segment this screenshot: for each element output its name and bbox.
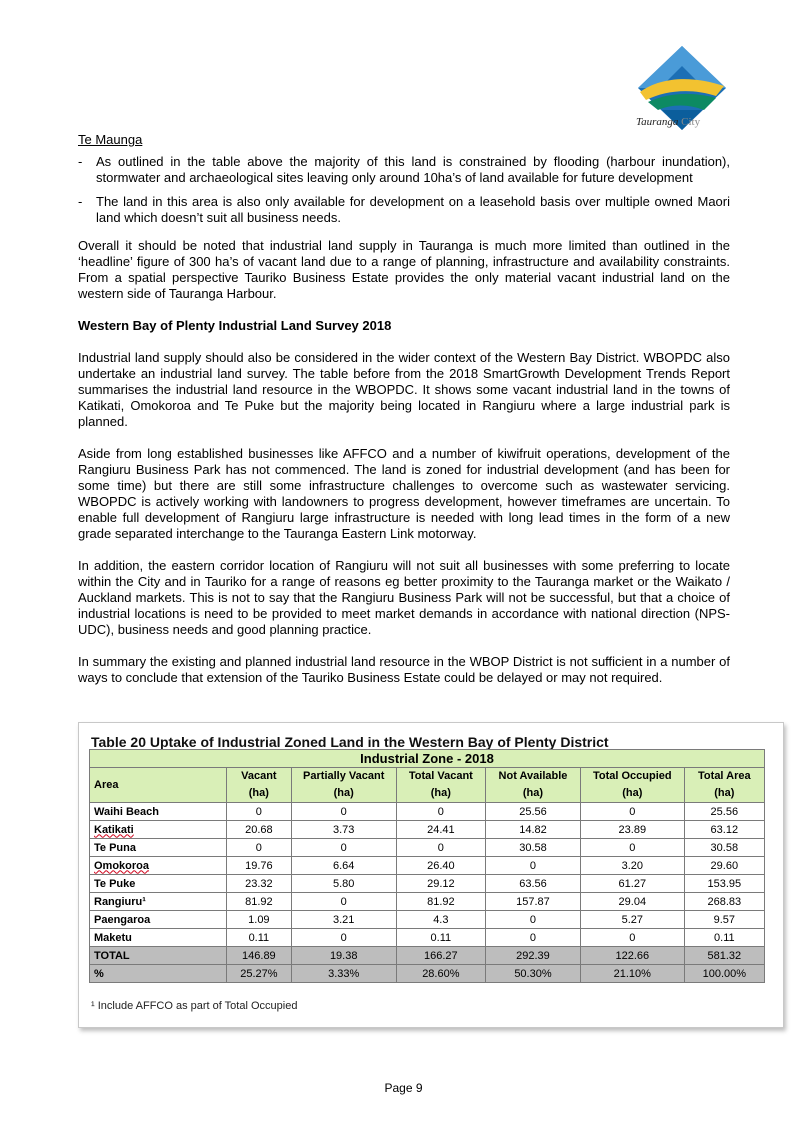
zone-header: Industrial Zone - 2018 <box>90 750 765 768</box>
value-cell: 29.60 <box>684 857 764 875</box>
area-cell: Katikati <box>90 821 227 839</box>
value-cell: 0 <box>227 803 292 821</box>
value-cell: 146.89 <box>227 947 292 965</box>
value-cell: 0 <box>396 803 485 821</box>
table-row <box>90 803 765 821</box>
table-row <box>90 929 765 947</box>
value-cell: 0.11 <box>396 929 485 947</box>
value-cell: 63.12 <box>684 821 764 839</box>
value-cell: 0 <box>396 839 485 857</box>
value-cell: 0 <box>227 839 292 857</box>
value-cell: 14.82 <box>485 821 580 839</box>
value-cell: 23.32 <box>227 875 292 893</box>
col-header: Partially Vacant (ha) <box>291 768 396 803</box>
value-cell: 63.56 <box>485 875 580 893</box>
value-cell: 9.57 <box>684 911 764 929</box>
page-content <box>78 132 730 702</box>
table-row <box>90 911 765 929</box>
industrial-land-table-figure <box>78 722 784 1028</box>
area-cell: Rangiuru¹ <box>90 893 227 911</box>
value-cell: 581.32 <box>684 947 764 965</box>
value-cell: 81.92 <box>227 893 292 911</box>
te-maunga-heading: Te Maunga <box>78 132 143 147</box>
value-cell: 0 <box>291 803 396 821</box>
area-cell: Paengaroa <box>90 911 227 929</box>
value-cell: 122.66 <box>580 947 684 965</box>
area-cell: Waihi Beach <box>90 803 227 821</box>
value-cell: 0.11 <box>227 929 292 947</box>
value-cell: 3.73 <box>291 821 396 839</box>
table-row <box>90 893 765 911</box>
value-cell: 153.95 <box>684 875 764 893</box>
area-cell: Te Puke <box>90 875 227 893</box>
col-header: Area <box>90 768 227 803</box>
value-cell: 4.3 <box>396 911 485 929</box>
industrial-land-table <box>89 749 765 983</box>
col-header: Vacant (ha) <box>227 768 292 803</box>
overall-paragraph: Overall it should be noted that industrial land supply in Tauranga is much more limited than outlined in the ‘headline’ figure of 300 ha’s of vacant land due to a range of planning, infrastructure and availability constraints. From a spatial perspective Tauriko Business Estate provides the only material vacant industrial land on the western side of Tauranga Harbour. <box>78 238 730 301</box>
value-cell: 26.40 <box>396 857 485 875</box>
value-cell: 1.09 <box>227 911 292 929</box>
value-cell: 0 <box>580 839 684 857</box>
value-cell: 29.04 <box>580 893 684 911</box>
table-row <box>90 965 765 983</box>
value-cell: 0 <box>485 911 580 929</box>
value-cell: 24.41 <box>396 821 485 839</box>
col-header: Total Occupied (ha) <box>580 768 684 803</box>
value-cell: 19.38 <box>291 947 396 965</box>
value-cell: 0 <box>485 857 580 875</box>
paragraph: In summary the existing and planned industrial land resource in the WBOP District is not sufficient in a number of ways to conclude that extension of the Tauriko Business Estate could be delayed or may not required. <box>78 654 730 685</box>
area-cell: % <box>90 965 227 983</box>
value-cell: 0 <box>580 803 684 821</box>
table-title: Table 20 Uptake of Industrial Zoned Land in the Western Bay of Plenty District <box>91 734 609 750</box>
value-cell: 25.56 <box>684 803 764 821</box>
table-row <box>90 857 765 875</box>
value-cell: 268.83 <box>684 893 764 911</box>
te-maunga-bullets <box>78 154 730 226</box>
bullet-item: - As outlined in the table above the majority of this land is constrained by flooding (harbour inundation), stormwater and archaeological sites leaving only around 10ha’s of land available for future development <box>78 154 730 185</box>
value-cell: 6.64 <box>291 857 396 875</box>
value-cell: 3.33% <box>291 965 396 983</box>
table-row <box>90 839 765 857</box>
value-cell: 5.80 <box>291 875 396 893</box>
paragraph: Industrial land supply should also be considered in the wider context of the Western Bay District. WBOPDC also undertake an industrial land survey. The table before from the 2018 SmartGrowth Development Trends Report summarises the industrial land resource in the WBOPDC. It shows some vacant industrial land in the towns of Katikati, Omokoroa and Te Puke but the majority being located in Rangiuru where a large industrial park is planned. <box>78 350 730 429</box>
col-header: Total Vacant (ha) <box>396 768 485 803</box>
area-cell: Maketu <box>90 929 227 947</box>
value-cell: 0 <box>580 929 684 947</box>
table-body <box>90 803 765 983</box>
value-cell: 5.27 <box>580 911 684 929</box>
value-cell: 21.10% <box>580 965 684 983</box>
value-cell: 0 <box>291 893 396 911</box>
value-cell: 50.30% <box>485 965 580 983</box>
value-cell: 19.76 <box>227 857 292 875</box>
value-cell: 3.21 <box>291 911 396 929</box>
area-cell: Te Puna <box>90 839 227 857</box>
table-row <box>90 875 765 893</box>
col-header: Not Available (ha) <box>485 768 580 803</box>
col-header: Total Area (ha) <box>684 768 764 803</box>
value-cell: 0 <box>485 929 580 947</box>
value-cell: 0.11 <box>684 929 764 947</box>
value-cell: 25.27% <box>227 965 292 983</box>
logo-wordmark: Tauranga City <box>636 116 701 128</box>
paragraph: Aside from long established businesses like AFFCO and a number of kiwifruit operations, development of the Rangiuru Business Park has not commenced. The land is zoned for industrial development (and has been for some time) but there are still some infrastructure challenges to overcome such as wastewater servicing. WBOPDC is actively working with landowners to progress development, however timeframes are uncertain. To enable full development of Rangiuru large infrastructure is needed with long lead times in the form of a new grade separated interchange to the Tauranga Eastern Link motorway. <box>78 446 730 541</box>
value-cell: 28.60% <box>396 965 485 983</box>
value-cell: 0 <box>291 839 396 857</box>
value-cell: 166.27 <box>396 947 485 965</box>
value-cell: 157.87 <box>485 893 580 911</box>
wbop-survey-heading: Western Bay of Plenty Industrial Land Survey 2018 <box>78 318 392 333</box>
value-cell: 29.12 <box>396 875 485 893</box>
value-cell: 23.89 <box>580 821 684 839</box>
value-cell: 25.56 <box>485 803 580 821</box>
table-footnote: ¹ Include AFFCO as part of Total Occupied <box>91 1000 298 1012</box>
value-cell: 81.92 <box>396 893 485 911</box>
value-cell: 30.58 <box>485 839 580 857</box>
area-cell: Omokoroa <box>90 857 227 875</box>
table-row <box>90 821 765 839</box>
value-cell: 20.68 <box>227 821 292 839</box>
paragraph: In addition, the eastern corridor location of Rangiuru will not suit all businesses with some preferring to locate within the City and in Tauriko for a range of reasons eg better proximity to the Tauranga market or the Waikato / Auckland markets. This is not to say that the Rangiuru Business Park will not be successful, but that a choice of industrial locations is need to be provided to meet market demands in accordance with national direction (NPS-UDC), business needs and good planning practice. <box>78 558 730 637</box>
bullet-item: - The land in this area is also only available for development on a leasehold basis over multiple owned Maori land which doesn’t suit all business needs. <box>78 194 730 225</box>
table-row <box>90 947 765 965</box>
page-number: Page 9 <box>384 1081 423 1095</box>
area-cell: TOTAL <box>90 947 227 965</box>
value-cell: 3.20 <box>580 857 684 875</box>
value-cell: 61.27 <box>580 875 684 893</box>
value-cell: 30.58 <box>684 839 764 857</box>
value-cell: 100.00% <box>684 965 764 983</box>
value-cell: 292.39 <box>485 947 580 965</box>
value-cell: 0 <box>291 929 396 947</box>
